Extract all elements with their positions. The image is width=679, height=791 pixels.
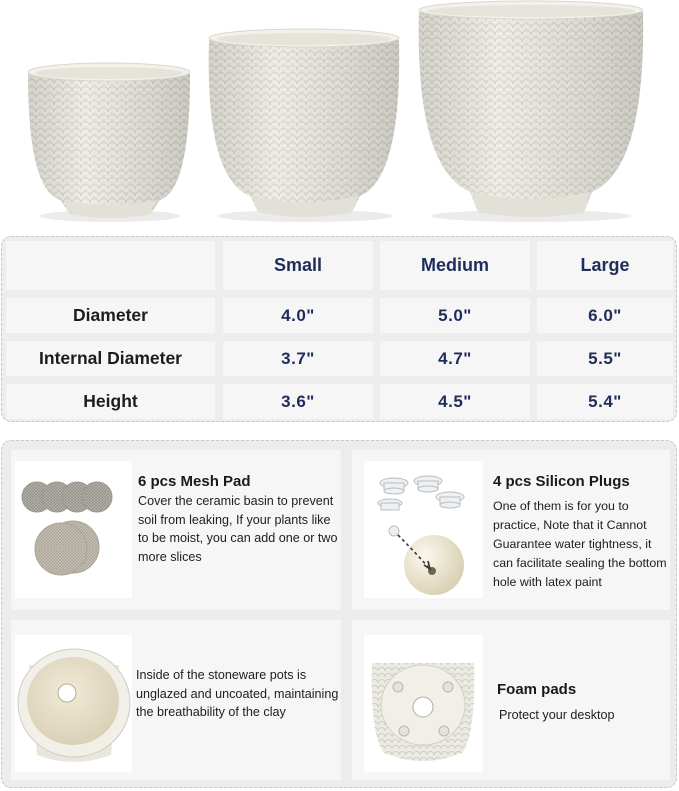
foam-pads-description: Protect your desktop [499, 708, 615, 722]
table-cell: 4.0" [223, 298, 373, 333]
mesh-pad-description: Cover the ceramic basin to prevent soil from leaking, If your plants like to be moist, you can add one or two more slices [138, 494, 338, 564]
table-cell: 5.4" [537, 384, 673, 419]
mesh-pad-title: 6 pcs Mesh Pad [138, 473, 251, 490]
column-header-small: Small [223, 241, 373, 290]
large-pot [419, 1, 643, 222]
row-label-height: Height [6, 384, 215, 419]
table-cell: 3.6" [223, 384, 373, 419]
foam-pads-card [352, 620, 670, 780]
small-pot [28, 63, 190, 222]
pot-interior-icon [15, 635, 132, 772]
table-corner-cell [6, 241, 215, 290]
column-header-medium: Medium [380, 241, 530, 290]
mesh-pad-card [11, 450, 341, 610]
mesh-pad-image [15, 461, 132, 598]
table-cell: 6.0" [537, 298, 673, 333]
foam-pad-icon [364, 635, 483, 772]
column-header-large: Large [537, 241, 673, 290]
foam-pads-image [364, 635, 483, 772]
size-table [1, 236, 677, 422]
pot-set-photo [0, 0, 679, 228]
inside-description: Inside of the stoneware pots is unglazed and uncoated, maintaining the breathability of the clay [136, 668, 339, 719]
silicon-plug-icon [364, 461, 483, 598]
silicon-plugs-image [364, 461, 483, 598]
pot-interior-image [15, 635, 132, 772]
table-cell: 5.0" [380, 298, 530, 333]
silicon-plugs-title: 4 pcs Silicon Plugs [493, 473, 630, 490]
inside-card [11, 620, 341, 780]
pot-set-illustration [0, 0, 679, 228]
foam-pads-title: Foam pads [497, 681, 577, 698]
features-panel [1, 440, 677, 788]
table-cell: 3.7" [223, 341, 373, 376]
silicon-plugs-card [352, 450, 670, 610]
table-cell: 4.7" [380, 341, 530, 376]
row-label-internal-diameter: Internal Diameter [6, 341, 215, 376]
medium-pot [209, 29, 400, 222]
row-label-diameter: Diameter [6, 298, 215, 333]
table-cell: 5.5" [537, 341, 673, 376]
mesh-pad-icon [15, 461, 132, 598]
table-cell: 4.5" [380, 384, 530, 419]
silicon-plugs-description: One of them is for you to practice, Note that it Cannot Guarantee water tightness, it can facilitate sealing the bottom hole with latex paint [493, 499, 667, 589]
